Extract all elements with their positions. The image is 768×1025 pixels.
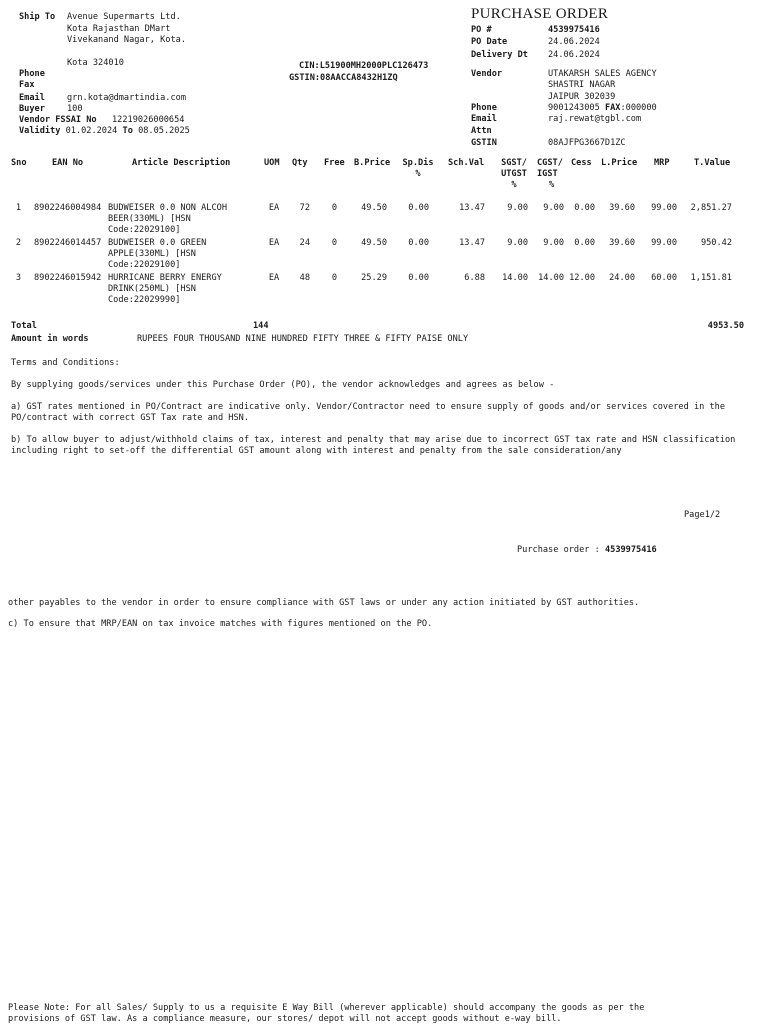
buyer-value: 100 [67, 104, 83, 114]
po-number-value: 4539975416 [548, 25, 600, 35]
cell-uom: EA [268, 203, 280, 213]
vendor-email-label: Email [471, 114, 497, 124]
cell-bprice: 49.50 [361, 203, 387, 213]
fax-label: Fax [19, 80, 35, 90]
cell-ean: 8902246015942 [34, 273, 102, 283]
po-title: PURCHASE ORDER [471, 6, 609, 22]
cell-schval: 13.47 [459, 238, 485, 248]
cell-cess: 12.00 [569, 273, 595, 283]
vendor-label: Vendor [471, 69, 503, 79]
cell-desc: HURRICANE BERRY ENERGY DRINK(250ML) [HSN Code:22029990] [108, 273, 222, 305]
validity-line [19, 126, 190, 137]
col-header-cgst [537, 158, 567, 191]
cell-qty: 48 [299, 273, 310, 283]
cell-free: 0 [331, 203, 337, 213]
cell-ean: 8902246014457 [34, 238, 102, 248]
terms-heading: Terms and Conditions: [11, 358, 120, 368]
cell-mrp: 99.00 [651, 203, 677, 213]
page-number: Page1/2 [684, 510, 721, 520]
col-header-sgst-line3: % [511, 180, 517, 190]
cell-spdis: 0.00 [408, 203, 429, 213]
cell-cess: 0.00 [574, 203, 595, 213]
buyer-email: grn.kota@dmartindia.com [67, 93, 186, 103]
cell-qty: 24 [299, 238, 310, 248]
terms-c: c) To ensure that MRP/EAN on tax invoice matches with figures mentioned on the PO. [8, 619, 433, 629]
col-header-sgst-line2: UTGST [501, 169, 527, 179]
vendor-gstin-label: GSTIN [471, 138, 497, 148]
col-header-cgst-line3: % [549, 180, 555, 190]
col-header-spdis-line1: Sp.Dis [402, 158, 434, 168]
cell-uom: EA [268, 273, 280, 283]
gstin: GSTIN:08AACCA8432H1ZQ [289, 73, 398, 83]
cell-ean: 8902246004984 [34, 203, 102, 213]
vendor-fax-label: FAX [604, 103, 621, 113]
ship-to-line-2: Kota Rajasthan DMart [67, 24, 171, 34]
col-header-description: Article Description [132, 158, 231, 168]
validity-from: 01.02.2024 [65, 126, 118, 136]
cell-tvalue: 1,151.81 [690, 273, 732, 283]
phone-label: Phone [19, 69, 45, 79]
cell-desc: BUDWEISER 0.0 GREEN APPLE(330ML) [HSN Code:22029100] [108, 238, 207, 270]
ship-to-line-3: Vivekanand Nagar, Kota. [67, 35, 186, 45]
ship-to-label: Ship To [19, 12, 56, 22]
vendor-line-3: JAIPUR 302039 [548, 92, 616, 102]
cell-cess: 0.00 [574, 238, 595, 248]
validity-label: Validity [19, 126, 61, 136]
cell-cgst: 9.00 [543, 238, 564, 248]
amount-in-words-label: Amount in words [11, 334, 89, 344]
cell-tvalue: 2,851.27 [690, 203, 732, 213]
cell-cgst: 14.00 [538, 273, 564, 283]
delivery-date-value: 24.06.2024 [548, 50, 600, 60]
attn-label: Attn [471, 126, 492, 136]
validity-to: 08.05.2025 [138, 126, 190, 136]
cell-sgst: 14.00 [502, 273, 528, 283]
cell-schval: 13.47 [459, 203, 485, 213]
col-header-sno: Sno [11, 158, 27, 168]
cell-bprice: 25.29 [361, 273, 387, 283]
col-header-mrp: MRP [654, 158, 670, 168]
cell-cgst: 9.00 [543, 203, 564, 213]
col-header-uom: UOM [264, 158, 280, 168]
footer-po-label: Purchase order : [517, 545, 600, 555]
cin: CIN:L51900MH2000PLC126473 [299, 61, 429, 71]
terms-b-continued: other payables to the vendor in order to ensure compliance with GST laws or under any action initiated by GST authorities. [8, 598, 640, 608]
terms-intro: By supplying goods/services under this Purchase Order (PO), the vendor acknowledges and agrees as below - [11, 380, 555, 390]
cell-sno: 2 [15, 238, 21, 248]
col-header-ean: EAN No [52, 158, 84, 168]
col-header-free: Free [324, 158, 345, 168]
cell-sgst: 9.00 [507, 203, 528, 213]
po-date-value: 24.06.2024 [548, 37, 600, 47]
fssai-label: Vendor FSSAI No [19, 115, 97, 125]
delivery-date-label: Delivery Dt [471, 50, 528, 60]
po-date-label: PO Date [471, 37, 508, 47]
col-header-qty: Qty [292, 158, 308, 168]
fssai-value: 12219026000654 [112, 115, 185, 125]
ship-to-line-5: Kota 324010 [67, 58, 124, 68]
col-header-tvalue: T.Value [694, 158, 731, 168]
vendor-line-2: SHASTRI NAGAR [548, 80, 616, 90]
vendor-fax-value: :000000 [620, 103, 657, 113]
col-header-lprice: L.Price [601, 158, 638, 168]
buyer-label: Buyer [19, 104, 45, 114]
po-number-label: PO # [471, 25, 492, 35]
cell-mrp: 99.00 [651, 238, 677, 248]
footer-po-line [517, 545, 657, 556]
total-label: Total [11, 321, 37, 331]
cell-free: 0 [331, 273, 337, 283]
cell-mrp: 60.00 [651, 273, 677, 283]
email-label: Email [19, 93, 45, 103]
vendor-phone-label: Phone [471, 103, 497, 113]
vendor-phone-line [548, 103, 657, 114]
amount-in-words-value: RUPEES FOUR THOUSAND NINE HUNDRED FIFTY THREE & FIFTY PAISE ONLY [137, 334, 469, 344]
col-header-cgst-line1: CGST/ [537, 158, 563, 168]
vendor-gstin-value: 08AJFPG3667D1ZC [548, 138, 626, 148]
cell-tvalue: 950.42 [700, 238, 732, 248]
vendor-line-1: UTAKARSH SALES AGENCY [548, 69, 657, 79]
total-value: 4953.50 [707, 321, 744, 331]
col-header-bprice: B.Price [354, 158, 391, 168]
cell-schval: 6.88 [464, 273, 485, 283]
col-header-spdis-line2: % [415, 169, 421, 179]
footer-po-value: 4539975416 [604, 545, 657, 555]
cell-lprice: 24.00 [609, 273, 635, 283]
ship-to-line-1: Avenue Supermarts Ltd. [67, 12, 181, 22]
col-header-schval: Sch.Val [448, 158, 485, 168]
col-header-sgst-line1: SGST/ [501, 158, 527, 168]
validity-to-label: To [122, 126, 133, 136]
col-header-cgst-line2: IGST [537, 169, 558, 179]
cell-bprice: 49.50 [361, 238, 387, 248]
cell-sno: 1 [15, 203, 21, 213]
cell-spdis: 0.00 [408, 273, 429, 283]
cell-uom: EA [268, 238, 280, 248]
cell-lprice: 39.60 [609, 203, 635, 213]
total-qty: 144 [253, 321, 269, 331]
col-header-spdis [398, 158, 438, 180]
col-header-cess: Cess [571, 158, 592, 168]
eway-bill-note: Please Note: For all Sales/ Supply to us a requisite E Way Bill (wherever applicable) should accompany the goods as per the provisions of GST law. As a compliance measure, our stores/ depot will not accept goods without e-way bill. [8, 1003, 645, 1024]
terms-b: b) To allow buyer to adjust/withhold claims of tax, interest and penalty that may arise due to incorrect GST tax rate and HSN classification including right to set-off the differential GST amount along with interest and penalty from the sale consideration/any [11, 435, 736, 456]
terms-a: a) GST rates mentioned in PO/Contract are indicative only. Vendor/Contractor need to ensure supply of goods and/or services covered in the PO/contract with correct GST Tax rate and HSN. [11, 402, 725, 423]
cell-spdis: 0.00 [408, 238, 429, 248]
cell-sno: 3 [15, 273, 21, 283]
col-header-sgst [496, 158, 532, 191]
vendor-phone-value: 9001243005 [548, 103, 600, 113]
cell-lprice: 39.60 [609, 238, 635, 248]
cell-sgst: 9.00 [507, 238, 528, 248]
cell-qty: 72 [299, 203, 310, 213]
vendor-email-value: raj.rewat@tgbl.com [548, 114, 642, 124]
cell-free: 0 [331, 238, 337, 248]
cell-desc: BUDWEISER 0.0 NON ALCOH BEER(330ML) [HSN Code:22029100] [108, 203, 227, 235]
